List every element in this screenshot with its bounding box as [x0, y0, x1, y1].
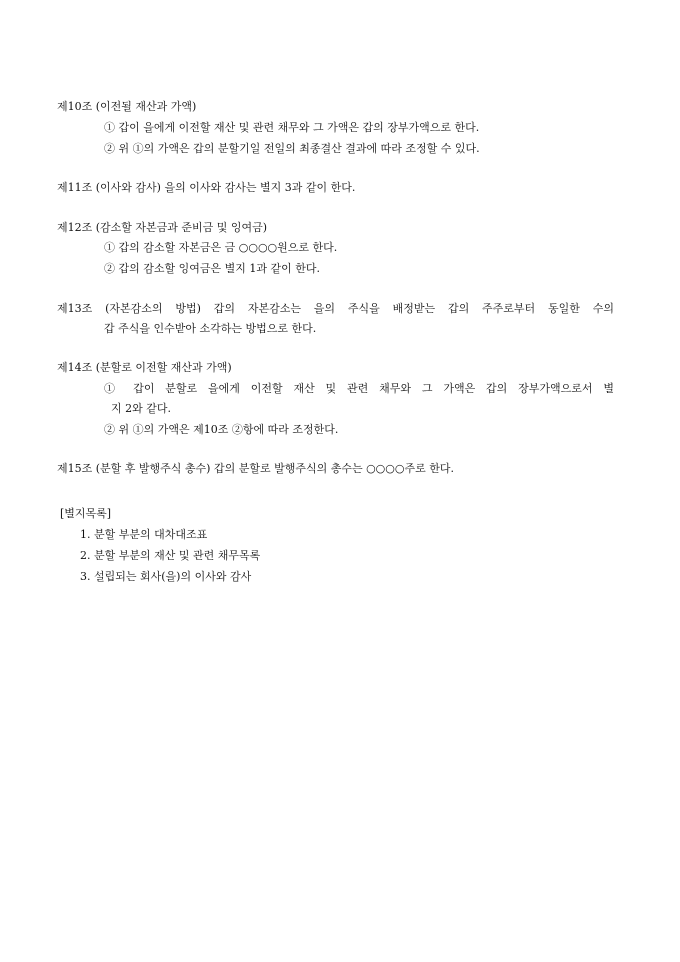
article-14-item-2: ② 위 ①의 가액은 제10조 ②항에 따라 조정한다.	[104, 423, 339, 436]
appendix-item-1: 1. 분할 부분의 대차대조표	[80, 528, 208, 541]
appendix-item-2: 2. 분할 부분의 재산 및 관련 채무목록	[80, 549, 261, 562]
article-13-heading: 제13조 (자본감소의 방법) 갑의 자본감소는 을의 주식을 배정받는 갑의 주주로부터 동일한 수의	[57, 302, 614, 315]
article-11-heading: 제11조 (이사와 감사) 을의 이사와 감사는 별지 3과 같이 한다.	[57, 181, 356, 194]
article-10-item-2: ② 위 ①의 가액은 갑의 분할기일 전일의 최종결산 결과에 따라 조정할 수 있다.	[104, 142, 480, 155]
article-14-item-1: ① 갑이 분할로 을에게 이전할 재산 및 관련 채무와 그 가액은 갑의 장부가액으로서 별	[104, 382, 614, 395]
article-13-continuation: 갑 주식을 인수받아 소각하는 방법으로 한다.	[104, 322, 317, 335]
article-12-heading: 제12조 (감소할 자본금과 준비금 및 잉여금)	[57, 221, 268, 234]
article-12-item-1: ① 갑의 감소할 자본금은 금 ○○○○원으로 한다.	[104, 241, 338, 254]
article-10-item-1: ① 갑이 을에게 이전할 재산 및 관련 채무와 그 가액은 갑의 장부가액으로 한다.	[104, 121, 480, 134]
article-10-heading: 제10조 (이전될 재산과 가액)	[57, 100, 197, 113]
article-15-heading: 제15조 (분할 후 발행주식 총수) 갑의 분할로 발행주식의 총수는 ○○○○주로 한다.	[57, 462, 454, 475]
article-14-item-1-continuation: 지 2와 같다.	[111, 402, 171, 415]
article-14-heading: 제14조 (분할로 이전할 재산과 가액)	[57, 361, 232, 374]
appendix-item-3: 3. 설립되는 회사(을)의 이사와 감사	[80, 570, 252, 583]
appendix-title: [별지목록]	[60, 507, 112, 520]
article-12-item-2: ② 갑의 감소할 잉여금은 별지 1과 같이 한다.	[104, 262, 320, 275]
